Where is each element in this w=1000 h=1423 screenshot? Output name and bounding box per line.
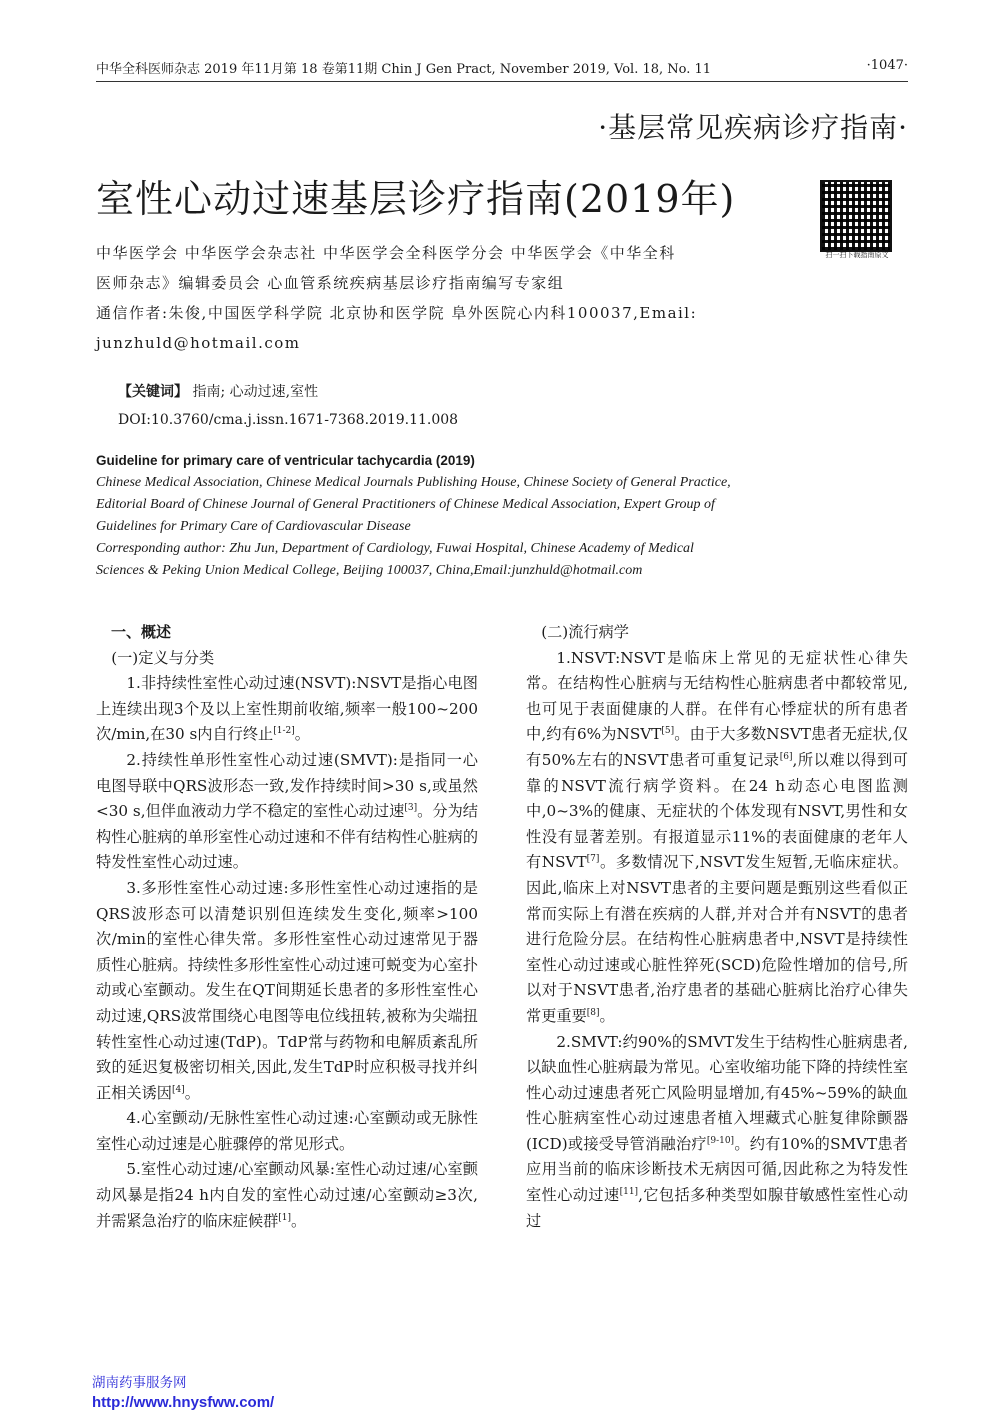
subsection-heading: (二)流行病学 [541,623,629,641]
citation[interactable]: [4] [171,1084,185,1095]
author-line: 中华医学会 中华医学会杂志社 中华医学会全科医学分会 中华医学会《中华全科 [96,244,676,262]
article-title: 室性心动过速基层诊疗指南(2019年) [96,177,736,221]
qr-caption: 扫一扫下载指南原文 [825,251,889,259]
paragraph-nsvt-epidemiology: 1.NSVT:NSVT是临床上常见的无症状性心律失常。在结构性心脏病与无结构性心脏病患者中都较常见,也可见于表面健康的人群。在伴有心悸症状的所有患者中,约有6%为NSVT[5]。由于大多数NSVT患者无症状,仅有50%左右的NSVT患者可重复记录[6],所以难以得到可靠的NSVT流行病学资料。在24 h动态心电图监测中,0~3%的健康、无症状的个体发现有NSVT,男性和女性没有显著差别。有报道显示11%的表面健康的老年人有NSVT[7]。多数情况下,NSVT发生短暂,无临床症状。因此,临床上对NSVT患者的主要问题是甄别这些看似正常而实际上有潜在疾病的人群,并对合并有NSVT的患者进行危险分层。在结构性心脏病患者中,NSVT是持续性室性心动过速或心脏性猝死(SCD)危险性增加的信号,所以对于NSVT患者,治疗患者的基础心脏病比治疗心律失常更重要[8]。 [526,648,908,1025]
running-head [96,58,908,82]
english-line: Corresponding author: Zhu Jun, Department of Cardiology, Fuwai Hospital, Chinese Academy of Medical [96,541,694,556]
english-line: Chinese Medical Association, Chinese Medical Journals Publishing House, Chinese Society of General Practice, [96,475,731,490]
author-block [96,238,766,358]
english-abstract [96,450,756,582]
keywords-text: 指南; 心动过速,室性 [188,384,319,400]
watermark [92,1374,274,1412]
citation[interactable]: [3] [404,803,418,814]
english-line: Guidelines for Primary Care of Cardiovascular Disease [96,519,411,534]
correspondence-line: 通信作者:朱俊,中国医学科学院 北京协和医学院 阜外医院心内科100037,Email: [96,304,698,322]
paragraph-nsvt-definition: 1.非持续性室性心动过速(NSVT):NSVT是指心电图上连续出现3个及以上室性期前收缩,频率一般100~200次/min,在30 s内自行终止[1-2]。 [96,674,478,744]
section-label: ·基层常见疾病诊疗指南· [598,111,908,144]
english-title: Guideline for primary care of ventricular tachycardia (2019) [96,453,475,468]
paragraph-vf: 4.心室颤动/无脉性室性心动过速:心室颤动或无脉性室性心动过速是心脏骤停的常见形式。 [96,1109,478,1153]
citation[interactable]: [6] [779,751,793,762]
section-heading: 一、概述 [111,623,172,641]
english-line: Editorial Board of Chinese Journal of General Practitioners of Chinese Medical Association, Expert Group of [96,497,715,512]
journal-citation: 中华全科医师杂志 2019 年11月第 18 卷第11期 Chin J Gen Pract, November 2019, Vol. 18, No. 11 [96,62,712,77]
paragraph-smvt-epidemiology: 2.SMVT:约90%的SMVT发生于结构性心脏病患者,以缺血性心脏病最为常见。心室收缩功能下降的持续性室性心动过速患者死亡风险明显增加,有45%~59%的缺血性心脏病室性心动过速患者植入埋藏式心脏复律除颤器(ICD)或接受导管消融治疗[9-10]。约有10%的SMVT患者应用当前的临床诊断技术无病因可循,因此称之为特发性室性心动过速[11],它包括多种类型如腺苷敏感性室性心动过 [526,1032,909,1230]
right-column [526,620,908,1234]
watermark-name: 湖南药事服务网 [92,1375,187,1391]
citation[interactable]: [9-10] [706,1135,735,1146]
citation[interactable]: [11] [619,1187,639,1197]
qr-code-icon[interactable] [820,180,892,252]
author-line: 医师杂志》编辑委员会 心血管系统疾病基层诊疗指南编写专家组 [96,274,565,292]
paragraph-polymorphic-vt: 3.多形性室性心动过速:多形性室性心动过速指的是QRS波形态可以清楚识别但连续发生变化,频率>100次/min的室性心律失常。多形性室性心动过速常见于器质性心脏病。持续性多形性室性心动过速可蜕变为心室扑动或心室颤动。发生在QT间期延长患者的多形性室性心动过速,QRS波常围绕心电图等电位线扭转,被称为尖端扭转性室性心动过速(TdP)。TdP常与药物和电解质紊乱所致的延迟复极密切相关,因此,发生TdP时应积极寻找并纠正相关诱因[4]。 [96,878,478,1102]
citation[interactable]: [7] [586,854,600,865]
paragraph-vt-storm: 5.室性心动过速/心室颤动风暴:室性心动过速/心室颤动风暴是指24 h内自发的室性心动过速/心室颤动≥3次,并需紧急治疗的临床症候群[1]。 [96,1160,478,1230]
left-column [96,620,478,1234]
email-link[interactable]: junzhuld@hotmail.com [96,334,301,352]
paragraph-smvt-definition: 2.持续性单形性室性心动过速(SMVT):是指同一心电图导联中QRS波形态一致,发作持续时间>30 s,或虽然<30 s,但伴血液动力学不稳定的室性心动过速[3]。分为结构性心脏病的单形室性心动过速和不伴有结构性心脏病的特发性室性心动过速。 [96,750,478,872]
english-line: Sciences & Peking Union Medical College, Beijing 100037, China,Email:junzhuld@hotmail.com [96,563,643,578]
citation[interactable]: [1] [278,1212,291,1223]
keywords-block [118,378,718,434]
citation[interactable]: [8] [586,1007,600,1018]
watermark-url[interactable]: http://www.hnysfww.com/ [92,1394,275,1411]
doi[interactable]: DOI:10.3760/cma.j.issn.1671-7368.2019.11.008 [118,412,459,428]
citation[interactable]: [5] [661,726,675,737]
keywords-label: 【关键词】 [118,384,188,400]
citation[interactable]: [1-2] [273,726,295,737]
page-number: ·1047· [866,58,908,73]
subsection-heading: (一)定义与分类 [111,648,215,667]
